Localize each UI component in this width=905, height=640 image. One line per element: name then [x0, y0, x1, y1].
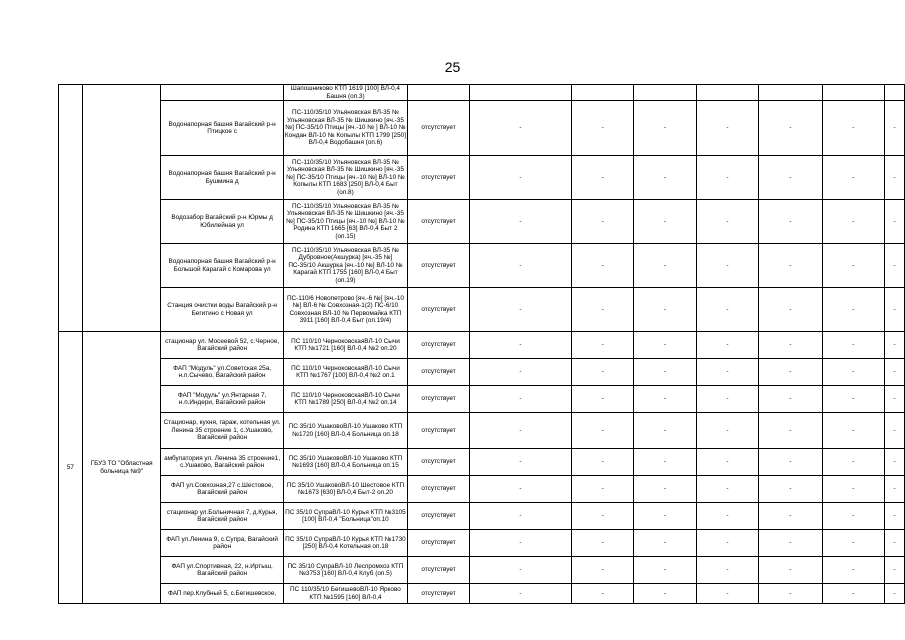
table-body	[59, 85, 905, 604]
value-cell	[885, 85, 905, 101]
status-cell: отсутствует	[408, 101, 470, 156]
supply-line-cell: ПС 110/35/10 БегишевоВЛ-10 Ярково КТП №1595 [160] ВЛ-0,4	[283, 584, 407, 604]
value-cell: -	[696, 584, 758, 604]
object-cell: амбулатория ул. Ленина 35 строение1, с.Ушаково, Вагайский район	[161, 449, 283, 476]
table-row	[59, 386, 905, 413]
value-cell: -	[885, 449, 905, 476]
value-cell: -	[696, 386, 758, 413]
value-cell: -	[634, 244, 696, 288]
row-number-cell	[59, 85, 83, 332]
object-cell: ФАП ул.Ленина 9, с.Супра, Вагайский район	[161, 530, 283, 557]
supply-line-cell: Шапошниково КТП 1619 [100] ВЛ-0,4 Башня (оп.3)	[283, 85, 407, 101]
status-cell: отсутствует	[408, 200, 470, 244]
value-cell: -	[634, 413, 696, 449]
value-cell: -	[634, 557, 696, 584]
value-cell: -	[469, 449, 571, 476]
supply-line-cell: ПС-110/35/10 Ульяновская ВЛ-35 № Дубровное(Акшурка) [яч.-35 №] ПС-35/10 Акшурка [яч.-10 №] ВЛ-10 № Карагай КТП 1755 [160] ВЛ-0,4 Быт (оп.19)	[283, 244, 407, 288]
value-cell: -	[759, 530, 822, 557]
value-cell: -	[571, 584, 633, 604]
value-cell: -	[759, 200, 822, 244]
status-cell	[408, 85, 470, 101]
status-cell: отсутствует	[408, 476, 470, 503]
value-cell: -	[822, 503, 884, 530]
value-cell	[634, 85, 696, 101]
supply-line-cell: ПС-110/6 Новопетрово [яч.-6 №] [яч.-10 №] ВЛ-6 № Совхозная-1(2) ПС-6/10 Совхозная ВЛ-10 № Первомайка КТП 3911 [160] ВЛ-0,4 Быт (оп.19/4)	[283, 288, 407, 332]
value-cell: -	[571, 359, 633, 386]
status-cell: отсутствует	[408, 244, 470, 288]
value-cell: -	[634, 156, 696, 200]
status-cell: отсутствует	[408, 557, 470, 584]
organization-cell: ГБУЗ ТО "Областная больница №9"	[82, 332, 161, 604]
value-cell: -	[634, 530, 696, 557]
value-cell: -	[469, 476, 571, 503]
value-cell: -	[885, 101, 905, 156]
value-cell: -	[696, 101, 758, 156]
value-cell: -	[469, 359, 571, 386]
value-cell	[696, 85, 758, 101]
value-cell: -	[469, 288, 571, 332]
value-cell: -	[822, 359, 884, 386]
table-row	[59, 101, 905, 156]
value-cell: -	[634, 359, 696, 386]
value-cell	[822, 85, 884, 101]
value-cell: -	[634, 476, 696, 503]
value-cell: -	[822, 244, 884, 288]
supply-line-cell: ПС-110/35/10 Ульяновская ВЛ-35 № Ульяновская ВЛ-35 № Шишкино [яч.-35 №] ПС-35/10 Птицы [яч.-10 №] ВЛ-10 № Копылы КТП 1683 [250] ВЛ-0,4 Быт (оп.8)	[283, 156, 407, 200]
value-cell: -	[571, 101, 633, 156]
value-cell	[571, 85, 633, 101]
status-cell: отсутствует	[408, 413, 470, 449]
value-cell: -	[885, 557, 905, 584]
value-cell: -	[634, 584, 696, 604]
table-row	[59, 244, 905, 288]
value-cell: -	[634, 101, 696, 156]
value-cell: -	[759, 557, 822, 584]
value-cell: -	[885, 200, 905, 244]
value-cell: -	[571, 449, 633, 476]
value-cell: -	[822, 156, 884, 200]
value-cell: -	[634, 386, 696, 413]
table-row	[59, 85, 905, 101]
value-cell: -	[759, 413, 822, 449]
value-cell	[759, 85, 822, 101]
value-cell: -	[696, 359, 758, 386]
value-cell: -	[571, 476, 633, 503]
status-cell: отсутствует	[408, 288, 470, 332]
object-cell: стационар ул. Мосеевой 52, с.Черное, Вагайский район	[161, 332, 283, 359]
value-cell: -	[696, 200, 758, 244]
supply-line-cell: ПС 35/10 СупраВЛ-10 Курья КТП №3105 [100] ВЛ-0,4 "Больница"оп.10	[283, 503, 407, 530]
value-cell: -	[696, 476, 758, 503]
supply-line-cell: ПС 110/10 ЧерноковскаяВЛ-10 Сычи КТП №1767 [100] ВЛ-0,4 №2 оп.1	[283, 359, 407, 386]
value-cell: -	[634, 288, 696, 332]
page-number: 25	[444, 59, 461, 75]
value-cell: -	[885, 332, 905, 359]
value-cell: -	[822, 476, 884, 503]
value-cell: -	[469, 530, 571, 557]
value-cell: -	[696, 413, 758, 449]
value-cell: -	[822, 288, 884, 332]
object-cell: Водонапорная башня Вагайский р-н Птицкое с	[161, 101, 283, 156]
value-cell: -	[469, 386, 571, 413]
status-cell: отсутствует	[408, 156, 470, 200]
table-row	[59, 557, 905, 584]
value-cell: -	[634, 503, 696, 530]
object-cell: Стационар, кухня, гараж, котельная ул. Ленина 35 строение 1, с.Ушаково, Вагайский район	[161, 413, 283, 449]
value-cell: -	[822, 557, 884, 584]
value-cell: -	[571, 200, 633, 244]
status-cell: отсутствует	[408, 584, 470, 604]
value-cell: -	[696, 332, 758, 359]
value-cell: -	[822, 200, 884, 244]
object-cell: Станция очистки воды Вагайский р-н Бегитино с Новая ул	[161, 288, 283, 332]
object-cell: Водозабор Вагайский р-н Юрмы д Юбилейная ул	[161, 200, 283, 244]
supply-line-cell: ПС 110/10 ЧерноковскаяВЛ-10 Сычи КТП №1721 [160] ВЛ-0,4 №2 оп.20	[283, 332, 407, 359]
value-cell: -	[759, 288, 822, 332]
value-cell: -	[885, 359, 905, 386]
value-cell: -	[759, 449, 822, 476]
value-cell: -	[696, 530, 758, 557]
value-cell: -	[571, 244, 633, 288]
value-cell: -	[696, 288, 758, 332]
value-cell: -	[822, 413, 884, 449]
value-cell: -	[885, 413, 905, 449]
value-cell: -	[469, 156, 571, 200]
status-cell: отсутствует	[408, 332, 470, 359]
table-row	[59, 584, 905, 604]
object-cell	[161, 85, 283, 101]
value-cell: -	[469, 332, 571, 359]
value-cell: -	[571, 156, 633, 200]
object-cell: ФАП "Модуль" ул.Советская 25а, н.п.Сычево, Вагайский район	[161, 359, 283, 386]
value-cell: -	[759, 584, 822, 604]
value-cell: -	[822, 332, 884, 359]
value-cell: -	[571, 413, 633, 449]
table-row	[59, 359, 905, 386]
supply-line-cell: ПС-110/35/10 Ульяновская ВЛ-35 № Ульяновская ВЛ-35 № Шишкино [яч.-35 №] ПС-35/10 Птицы [яч.-10 № ] ВЛ-10 № Кондан ВЛ-10 № Копылы КТП 1799 [250] ВЛ-0,4 Водобашня (оп.6)	[283, 101, 407, 156]
supply-line-cell: ПС 110/10 ЧерноковскаяВЛ-10 Сычи КТП №1789 [250] ВЛ-0,4 №2 оп.14	[283, 386, 407, 413]
object-cell: ФАП пер.Клубный 5, с.Бегишевское,	[161, 584, 283, 604]
object-cell: стационар ул.Больничная 7, д.Курья, Вагайский район	[161, 503, 283, 530]
row-number-cell: 57	[59, 332, 83, 604]
value-cell: -	[885, 156, 905, 200]
value-cell: -	[696, 557, 758, 584]
table-row	[59, 413, 905, 449]
object-cell: ФАП ул.Спортивная, 22, н.Иртыш, Вагайский район	[161, 557, 283, 584]
value-cell: -	[885, 476, 905, 503]
value-cell: -	[571, 386, 633, 413]
value-cell: -	[571, 503, 633, 530]
value-cell: -	[759, 332, 822, 359]
supply-line-cell: ПС-110/35/10 Ульяновская ВЛ-35 № Ульяновская ВЛ-35 № Шишкино [яч.-35 №] ПС-35/10 Птицы [яч.-10 №] ВЛ-10 № Родина КТП 1665 [63] ВЛ-0,4 Быт 2 (оп.15)	[283, 200, 407, 244]
value-cell: -	[696, 244, 758, 288]
value-cell: -	[759, 101, 822, 156]
organization-cell	[82, 85, 161, 332]
table-row	[59, 200, 905, 244]
supply-line-cell: ПС 35/10 СупраВЛ-10 Курья КТП №1730 [250] ВЛ-0,4 Котельная оп.18	[283, 530, 407, 557]
value-cell: -	[885, 244, 905, 288]
value-cell: -	[634, 200, 696, 244]
value-cell: -	[759, 476, 822, 503]
value-cell: -	[759, 359, 822, 386]
value-cell: -	[696, 156, 758, 200]
table-row	[59, 503, 905, 530]
value-cell: -	[885, 584, 905, 604]
status-cell: отсутствует	[408, 449, 470, 476]
value-cell: -	[571, 332, 633, 359]
status-cell: отсутствует	[408, 386, 470, 413]
object-cell: ФАП ул.Совхозная,27 с.Шестовое, Вагайский район	[161, 476, 283, 503]
status-cell: отсутствует	[408, 503, 470, 530]
value-cell: -	[759, 386, 822, 413]
supply-line-cell: ПС 35/10 УшаковоВЛ-10 Ушаково КТП №1720 [160] ВЛ-0,4 Больница оп.18	[283, 413, 407, 449]
object-cell: ФАП "Модуль" ул.Янтарная 7, н.п.Индери, Вагайский район	[161, 386, 283, 413]
table-row	[59, 288, 905, 332]
status-cell: отсутствует	[408, 359, 470, 386]
value-cell: -	[759, 156, 822, 200]
value-cell: -	[634, 332, 696, 359]
value-cell: -	[885, 386, 905, 413]
value-cell: -	[469, 557, 571, 584]
supply-line-cell: ПС 35/10 СупраВЛ-10 Леспромхоз КТП №3753 [160] ВЛ-0,4 Клуб (оп.5)	[283, 557, 407, 584]
value-cell: -	[822, 449, 884, 476]
value-cell: -	[759, 244, 822, 288]
value-cell: -	[469, 503, 571, 530]
status-cell: отсутствует	[408, 530, 470, 557]
value-cell: -	[822, 101, 884, 156]
value-cell: -	[469, 101, 571, 156]
table-row	[59, 449, 905, 476]
network-objects-table	[58, 84, 905, 604]
table-row	[59, 530, 905, 557]
table-row	[59, 332, 905, 359]
value-cell: -	[469, 244, 571, 288]
value-cell: -	[822, 386, 884, 413]
value-cell: -	[759, 503, 822, 530]
value-cell: -	[885, 503, 905, 530]
value-cell: -	[469, 584, 571, 604]
value-cell: -	[696, 503, 758, 530]
value-cell: -	[885, 288, 905, 332]
table-row	[59, 156, 905, 200]
value-cell: -	[469, 200, 571, 244]
object-cell: Водонапорная башня Вагайский р-н Большой Карагай с Комарова ул	[161, 244, 283, 288]
value-cell: -	[696, 449, 758, 476]
supply-line-cell: ПС 35/10 УшаковоВЛ-10 Шестовое КТП №1673 [630] ВЛ-0,4 Быт-2 оп.20	[283, 476, 407, 503]
value-cell: -	[571, 288, 633, 332]
supply-line-cell: ПС 35/10 УшаковоВЛ-10 Ушаково КТП №1693 [160] ВЛ-0,4 Больница оп.15	[283, 449, 407, 476]
value-cell: -	[571, 530, 633, 557]
value-cell: -	[634, 449, 696, 476]
value-cell: -	[822, 584, 884, 604]
value-cell: -	[885, 530, 905, 557]
value-cell: -	[469, 413, 571, 449]
object-cell: Водонапорная башня Вагайский р-н Бушмина д	[161, 156, 283, 200]
value-cell	[469, 85, 571, 101]
value-cell: -	[822, 530, 884, 557]
table-row	[59, 476, 905, 503]
value-cell: -	[571, 557, 633, 584]
